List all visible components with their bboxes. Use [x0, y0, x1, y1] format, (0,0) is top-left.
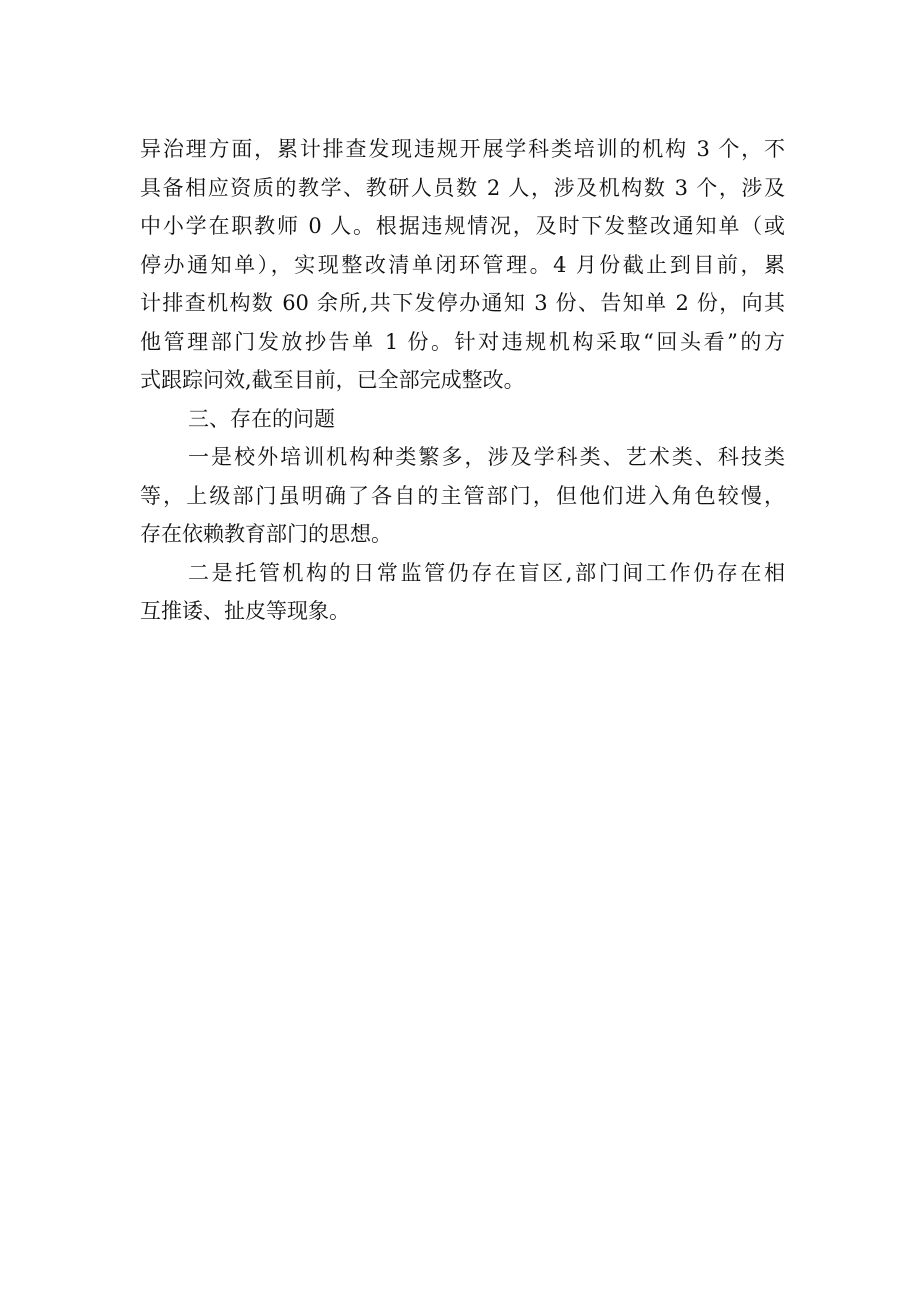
- text-line: 式跟踪问效,截至目前，已全部完成整改。: [140, 368, 525, 392]
- text-line: 等，上级部门虽明确了各自的主管部门，但他们进入角色较慢，: [140, 483, 785, 508]
- text-line: 他管理部门发放抄告单 1 份。针对违规机构采取“回头看”的方: [140, 329, 785, 354]
- paragraph-enforcement-results: [140, 130, 785, 400]
- paragraph-problem-one: [140, 438, 785, 554]
- text-line: 计排查机构数 60 余所,共下发停办通知 3 份、告知单 2 份，向其: [140, 291, 785, 315]
- text-line: 停办通知单），实现整改清单闭环管理。4 月份截止到目前，累: [140, 252, 785, 277]
- section-heading: 三、存在的问题: [188, 406, 335, 431]
- text-line: 中小学在职教师 0 人。根据违规情况，及时下发整改通知单（或: [140, 214, 785, 238]
- text-line: 二是托管机构的日常监管仍存在盲区,部门间工作仍存在相: [188, 560, 785, 585]
- paragraph-problem-two: [140, 554, 785, 631]
- text-line: 一是校外培训机构种类繁多，涉及学科类、艺术类、科技类: [188, 445, 785, 469]
- text-line: 具备相应资质的教学、教研人员数 2 人，涉及机构数 3 个，涉及: [140, 175, 785, 200]
- document-body: [140, 130, 785, 631]
- text-line: 存在依赖教育部门的思想。: [140, 522, 392, 546]
- text-line: 异治理方面，累计排查发现违规开展学科类培训的机构 3 个，不: [140, 137, 785, 161]
- text-line: 互推诿、扯皮等现象。: [140, 599, 350, 623]
- section-heading-problems: [140, 400, 785, 439]
